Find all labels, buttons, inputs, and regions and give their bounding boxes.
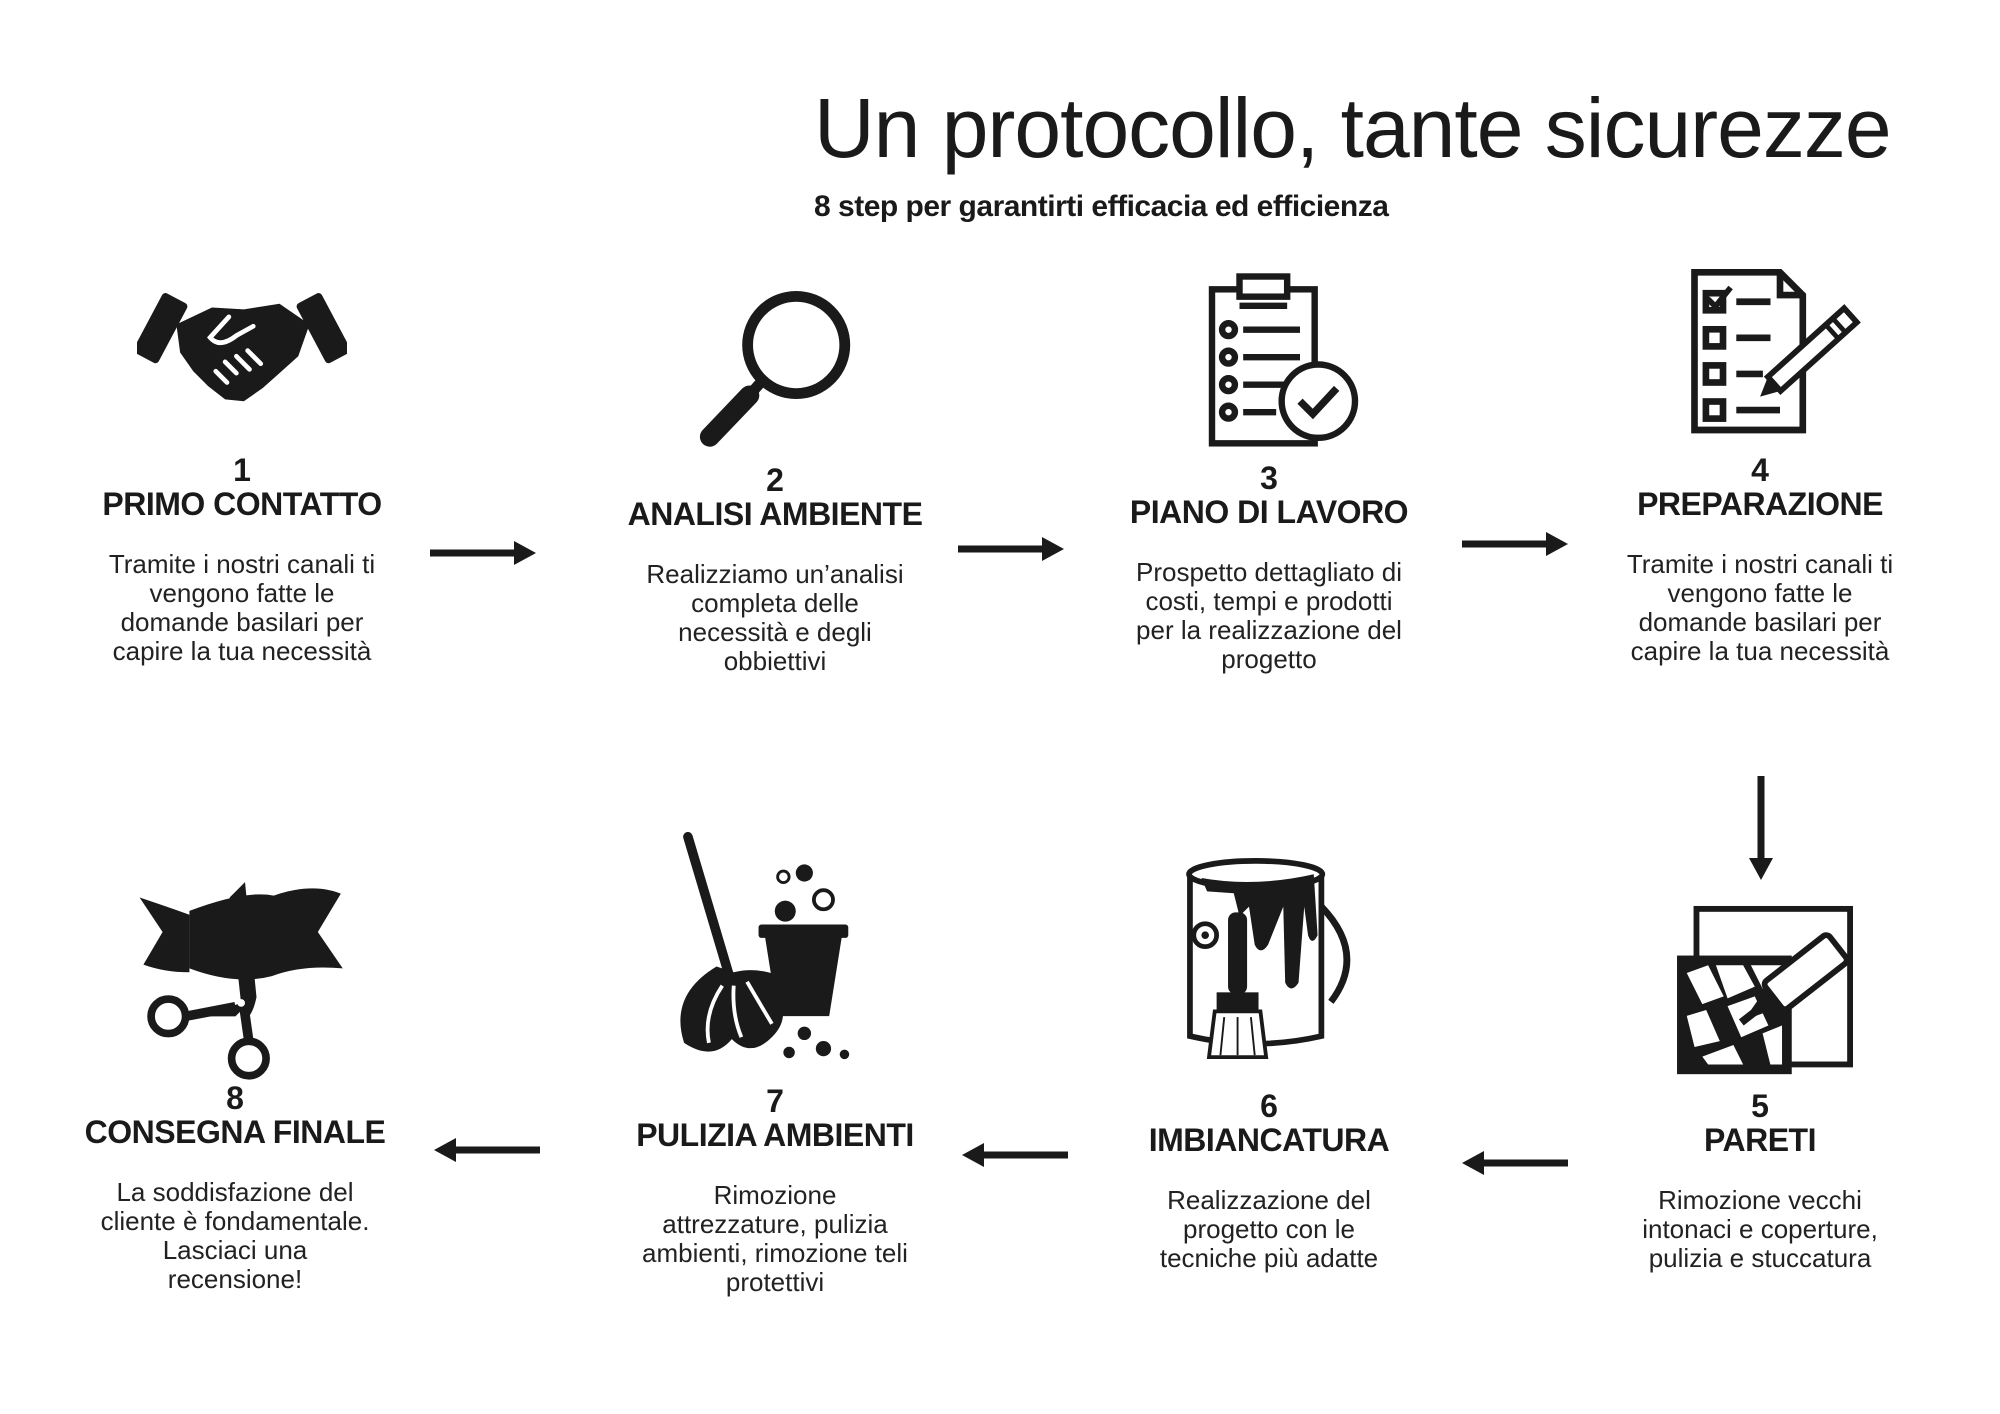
step-name: PREPARAZIONE: [1637, 486, 1883, 522]
ribbon-scissors-icon: [130, 872, 360, 1084]
step-name: IMBIANCATURA: [1148, 1122, 1390, 1158]
step-number: 2: [766, 462, 784, 498]
wall-tiles-icon: [1673, 905, 1858, 1080]
step-description: La soddisfazione del cliente è fondamentale. Lasciaci una recensione!: [100, 1177, 370, 1294]
handshake-icon: [137, 270, 347, 420]
step-number: 1: [233, 452, 251, 488]
step-description: Rimozione vecchi intonaci e coperture, pulizia e stuccatura: [1642, 1185, 1878, 1273]
step-name: PIANO DI LAVORO: [1129, 494, 1409, 530]
step-name: CONSEGNA FINALE: [84, 1114, 386, 1150]
arrow-left-6-7: [958, 1135, 1068, 1175]
step-name: ANALISI AMBIENTE: [627, 496, 923, 532]
step-description: Tramite i nostri canali ti vengono fatte le domande basilari per capire la tua necessità: [1626, 549, 1894, 666]
step-number: 3: [1260, 460, 1278, 496]
step-description: Rimozione attrezzature, pulizia ambienti, rimozione teli protettivi: [642, 1180, 908, 1297]
step-description: Tramite i nostri canali ti vengono fatte le domande basilari per capire la tua necessità: [108, 549, 376, 666]
mop-bucket-icon: [665, 832, 875, 1082]
arrow-right-2-3: [958, 529, 1068, 569]
step-number: 7: [766, 1083, 784, 1119]
step-number: 5: [1751, 1088, 1769, 1124]
step-description: Prospetto dettagliato di costi, tempi e prodotti per la realizzazione del progetto: [1136, 557, 1402, 674]
page-subtitle: 8 step per garantirti efficacia ed efficienza: [814, 190, 1389, 223]
step-name: PARETI: [1704, 1122, 1816, 1158]
page-title: Un protocollo, tante sicurezze: [814, 81, 1891, 175]
arrow-left-5-6: [1458, 1143, 1568, 1183]
step-description: Realizziamo un’analisi completa delle necessità e degli obbiettivi: [646, 559, 904, 676]
checklist-pen-icon: [1685, 268, 1875, 440]
step-name: PULIZIA AMBIENTI: [636, 1117, 914, 1153]
arrow-right-3-4: [1462, 524, 1572, 564]
step-number: 8: [226, 1080, 244, 1116]
magnifier-icon: [690, 282, 870, 462]
step-name: PRIMO CONTATTO: [102, 486, 382, 522]
arrow-down-4-5: [1741, 776, 1781, 886]
paint-bucket-icon: [1169, 848, 1369, 1070]
clipboard-check-icon: [1201, 272, 1366, 457]
arrow-left-7-8: [430, 1130, 540, 1170]
step-description: Realizzazione del progetto con le tecniche più adatte: [1159, 1185, 1379, 1273]
arrow-right-1-2: [430, 533, 540, 573]
step-number: 4: [1751, 452, 1769, 488]
step-number: 6: [1260, 1088, 1278, 1124]
